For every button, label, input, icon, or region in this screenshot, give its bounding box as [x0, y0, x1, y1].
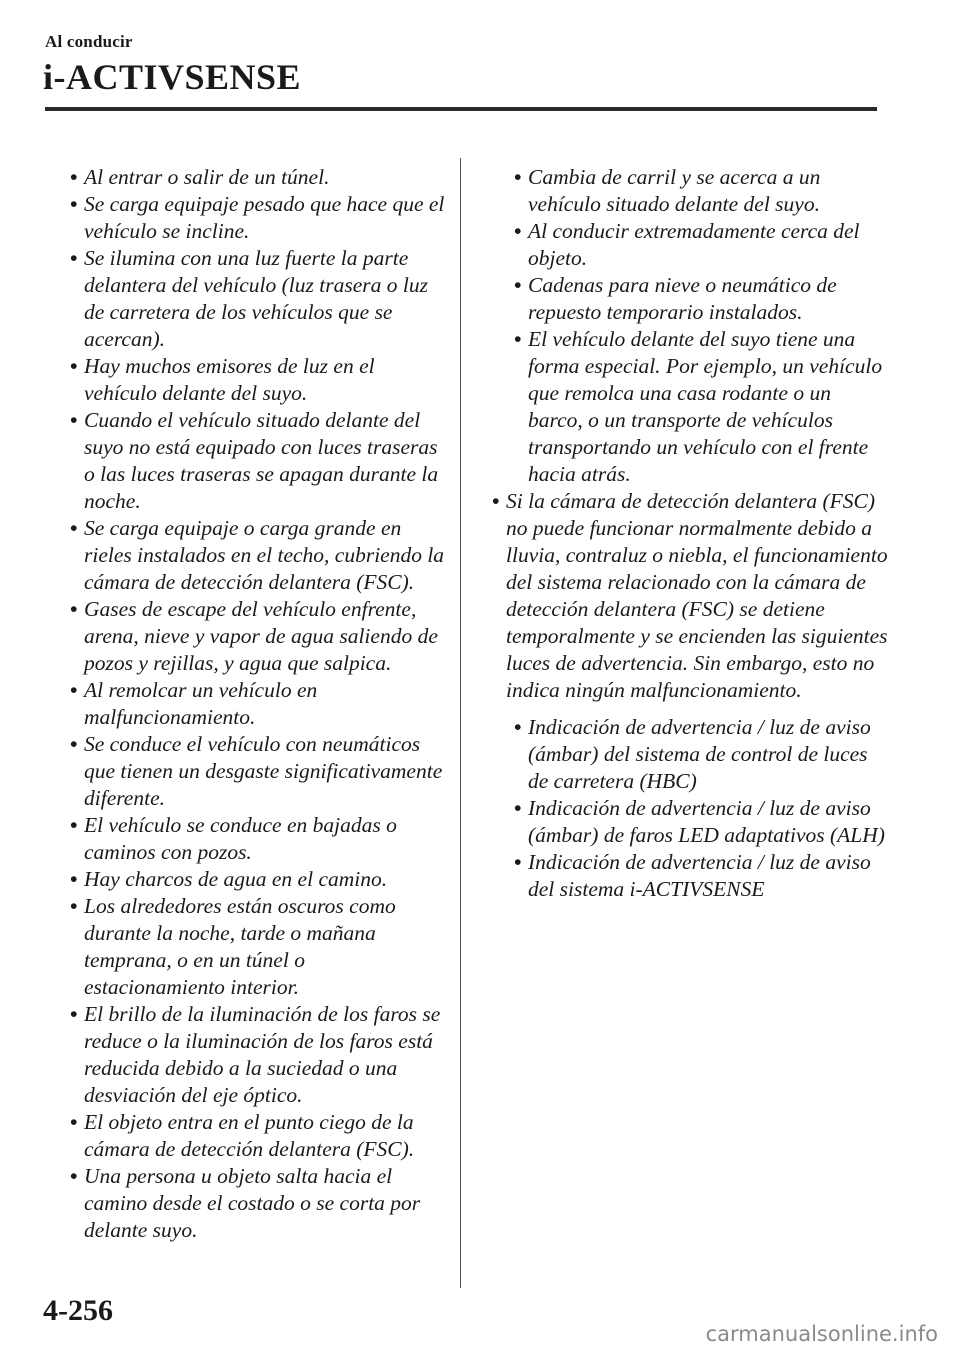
list-item: [68, 1109, 448, 1163]
list-item-text: El objeto entra en el punto ciego de la cámara de detección delantera (FSC).: [84, 1110, 415, 1161]
list-item-text: Cuando el vehículo situado delante del suyo no está equipado con luces traseras o las luces traseras se apagan durante la noche.: [84, 408, 439, 513]
list-item: [68, 677, 448, 731]
bullet: •: [514, 796, 522, 820]
section-title: i-ACTIVSENSE: [43, 57, 302, 97]
list-item: [68, 1163, 448, 1244]
list-item-text: Gases de escape del vehículo enfrente, arena, nieve y vapor de agua saliendo de pozos y rejillas, y agua que salpica.: [84, 597, 438, 675]
list-item-text: Una persona u objeto salta hacia el camino desde el costado o se corta por delante suyo.: [84, 1164, 421, 1242]
watermark-link[interactable]: carmanualsonline.info: [705, 1322, 938, 1346]
bullet: •: [70, 246, 78, 270]
list-item-text: El vehículo delante del suyo tiene una forma especial. Por ejemplo, un vehículo que remolca una casa rodante o un barco, o un transporte de vehículos transportando un vehículo con el frente hacia atrás.: [528, 327, 883, 486]
list-item: [68, 731, 448, 812]
list-item-text: Hay muchos emisores de luz en el vehículo delante del suyo.: [84, 354, 375, 405]
list-item-text: Los alrededores están oscuros como durante la noche, tarde o mañana temprana, o en un túnel o estacionamiento interior.: [84, 894, 396, 999]
list-item: [68, 245, 448, 353]
list-item-text: Cadenas para nieve o neumático de repuesto temporario instalados.: [528, 273, 837, 324]
bullet: •: [70, 165, 78, 189]
right-main-list: [490, 488, 890, 704]
list-item: [68, 893, 448, 1001]
left-column-list: [68, 164, 448, 1244]
bullet: •: [70, 1110, 78, 1134]
list-item: [68, 407, 448, 515]
bullet: •: [514, 327, 522, 351]
list-item-text: Al entrar o salir de un túnel.: [84, 165, 330, 189]
bullet: •: [70, 408, 78, 432]
bullet: •: [70, 1002, 78, 1026]
bullet: •: [70, 732, 78, 756]
bullet: •: [70, 597, 78, 621]
list-item: [68, 1001, 448, 1109]
bullet: •: [492, 489, 500, 513]
list-item: [490, 164, 890, 218]
list-item-text: Cambia de carril y se acerca a un vehículo situado delante del suyo.: [528, 165, 821, 216]
list-item-text: Indicación de advertencia / luz de aviso (ámbar) del sistema de control de luces de carretera (HBC): [528, 715, 871, 793]
list-item: [68, 164, 448, 191]
list-item: [490, 218, 890, 272]
list-item-text: Hay charcos de agua en el camino.: [84, 867, 388, 891]
list-item: [68, 812, 448, 866]
right-sub-list: [490, 164, 890, 488]
bullet: •: [70, 354, 78, 378]
list-item-text: Indicación de advertencia / luz de aviso del sistema i-ACTIVSENSE: [528, 850, 871, 901]
bullet: •: [70, 1164, 78, 1188]
column-divider: [460, 158, 461, 1288]
bullet: •: [514, 850, 522, 874]
list-item: [68, 515, 448, 596]
right-warning-list: [490, 714, 890, 903]
bullet: •: [70, 678, 78, 702]
list-item-text: El vehículo se conduce en bajadas o caminos con pozos.: [84, 813, 397, 864]
list-item: [490, 795, 890, 849]
list-item: [490, 272, 890, 326]
breadcrumb: Al conducir: [45, 32, 133, 51]
bullet: •: [514, 219, 522, 243]
list-item: [68, 191, 448, 245]
bullet: •: [514, 273, 522, 297]
bullet: •: [70, 867, 78, 891]
list-item-text: Indicación de advertencia / luz de aviso (ámbar) de faros LED adaptativos (ALH): [528, 796, 885, 847]
list-item-text: Se carga equipaje pesado que hace que el vehículo se incline.: [84, 192, 445, 243]
right-column: [490, 164, 890, 903]
list-item-text: Se carga equipaje o carga grande en rieles instalados en el techo, cubriendo la cámara de detección delantera (FSC).: [84, 516, 445, 594]
bullet: •: [70, 192, 78, 216]
list-item: [490, 488, 890, 704]
bullet: •: [514, 165, 522, 189]
bullet: •: [70, 516, 78, 540]
bullet: •: [514, 715, 522, 739]
list-item-text: Se ilumina con una luz fuerte la parte delantera del vehículo (luz trasera o luz de carretera de los vehículos que se acercan).: [84, 246, 428, 351]
bullet: •: [70, 813, 78, 837]
list-item-text: Al conducir extremadamente cerca del objeto.: [528, 219, 860, 270]
list-item: [68, 596, 448, 677]
list-item-text: El brillo de la iluminación de los faros se reduce o la iluminación de los faros está reducida debido a la suciedad o una desviación del eje óptico.: [84, 1002, 441, 1107]
list-item: [490, 849, 890, 903]
list-item: [490, 326, 890, 488]
header-rule: [45, 107, 877, 111]
list-item: [490, 714, 890, 795]
list-item-text: Se conduce el vehículo con neumáticos que tienen un desgaste significativamente diferente.: [84, 732, 443, 810]
bullet: •: [70, 894, 78, 918]
page-number: 4-256: [43, 1294, 113, 1327]
list-item-text: Si la cámara de detección delantera (FSC) no puede funcionar normalmente debido a lluvia, contraluz o niebla, el funcionamiento del sistema relacionado con la cámara de detección delantera (FSC) se detiene temporalmente y se encienden las siguientes luces de advertencia. Sin embargo, esto no indica ningún malfuncionamiento.: [506, 489, 888, 702]
list-item: [68, 866, 448, 893]
list-item: [68, 353, 448, 407]
list-item-text: Al remolcar un vehículo en malfuncionamiento.: [84, 678, 318, 729]
